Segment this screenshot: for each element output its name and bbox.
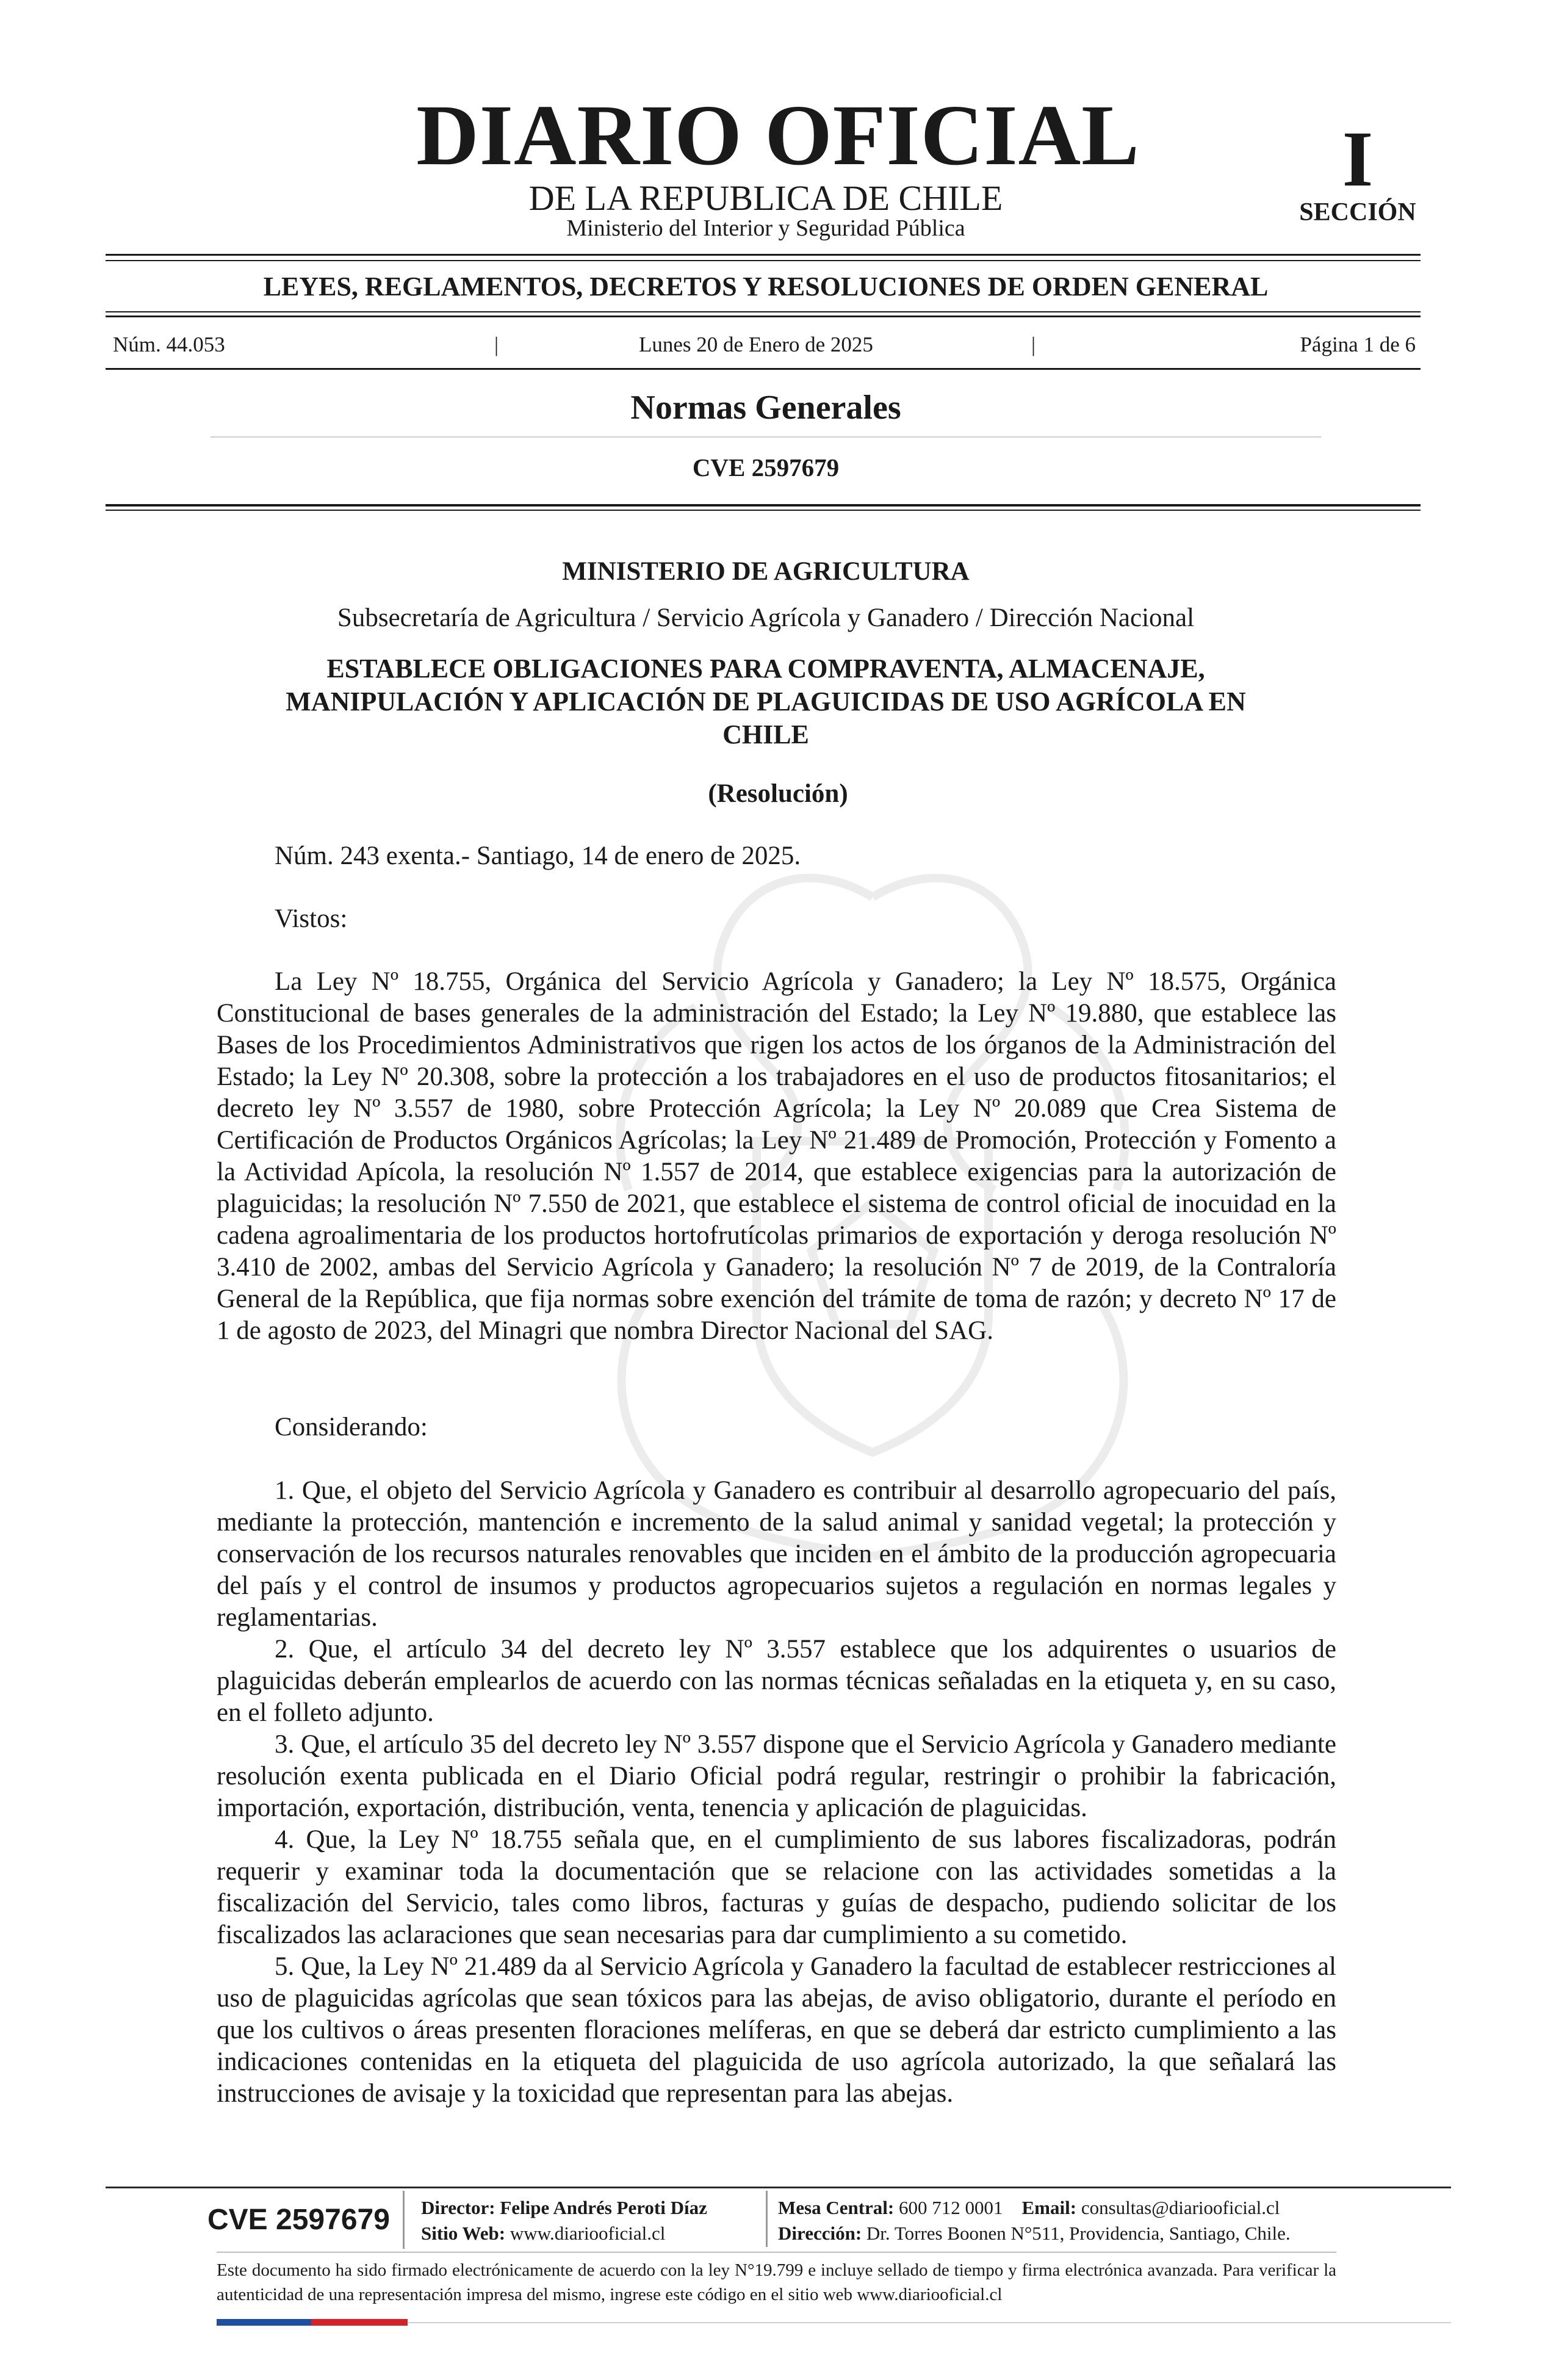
vistos-paragraph: La Ley Nº 18.755, Orgánica del Servicio Agrícola y Ganadero; la Ley Nº 18.575, Orgánica Constitucional de bases generales de la administración del Estado; la Ley Nº 19.880, que establece las Bases de los Procedimientos Administrativos que rigen los actos de los órganos de la Administración del Estado; la Ley Nº 20.308, sobre la protección a los trabajadores en el uso de productos fitosanitarios; el decreto ley Nº 3.557 de 1980, sobre Protección Agrícola; la Ley Nº 20.089 que Crea Sistema de Certificación de Productos Orgánicos Agrícolas; la Ley Nº 21.489 de Promoción, Protección y Fomento a la Actividad Apícola, la resolución Nº 1.557 de 2014, que establece exigencias para la autorización de plaguicidas; la resolución Nº 7.550 de 2021, que establece el sistema de control oficial de inocuidad en la cadena agroalimentaria de los productos hortofrutícolas primarios de exportación y deroga resolución Nº 3.410 de 2002, ambas del Servicio Agrícola y Ganadero; la resolución Nº 7 de 2019, de la Contraloría General de la República, que fija normas sobre exención del trámite de toma de razón; y decreto Nº 17 de 1 de agosto de 2023, del Minagri que nombra Director Nacional del SAG.	[217, 967, 1336, 1345]
considerando-heading: Considerando:	[275, 1413, 428, 1441]
page-indicator: Página 1 de 6	[1300, 333, 1416, 356]
footer-director-block	[421, 2195, 707, 2246]
cve-code: CVE 2597679	[692, 453, 840, 481]
signature-note: Este documento ha sido firmado electrónicamente de acuerdo con la ley N°19.799 e incluye sellado de tiempo y firma electrónica avanzada. Para verificar la autenticidad de una representación impresa del mismo, ingrese este código en el sitio web www.diariooficial.cl	[217, 2260, 1336, 2304]
footer-contact-block	[778, 2195, 1291, 2246]
issue-number: Núm. 44.053	[113, 333, 225, 356]
section-number: I	[1342, 115, 1374, 203]
website-label: Sitio Web:	[421, 2223, 506, 2244]
band-title: LEYES, REGLAMENTOS, DECRETOS Y RESOLUCIONES DE ORDEN GENERAL	[263, 272, 1269, 301]
section-title: Normas Generales	[630, 389, 901, 427]
resolution-number-line: Núm. 243 exenta.- Santiago, 14 de enero de 2025.	[275, 842, 801, 870]
email-label: Email:	[1021, 2197, 1077, 2218]
considerando-item: 2. Que, el artículo 34 del decreto ley Nº 3.557 establece que los adquirentes o usuarios de plaguicidas deberán emplearlos de acuerdo con las normas técnicas señaladas en la etiqueta y, en su caso, en el folleto adjunto.	[217, 1635, 1336, 1727]
publisher-ministry: Ministerio del Interior y Seguridad Pública	[566, 215, 965, 241]
email-link[interactable]: consultas@diariooficial.cl	[1081, 2197, 1280, 2218]
band-rule-bottom	[106, 316, 1421, 317]
band-rule-top	[106, 311, 1421, 312]
flag-stripe-line	[408, 2322, 1451, 2323]
masthead-rule-thin	[106, 260, 1421, 261]
header-rule-thick	[106, 504, 1421, 507]
issue-separator: |	[1031, 333, 1036, 356]
header-rule-thin	[106, 510, 1421, 511]
phone-number: 600 712 0001	[899, 2197, 1003, 2218]
website-link[interactable]: www.diariooficial.cl	[510, 2223, 666, 2244]
issue-date: Lunes 20 de Enero de 2025	[639, 333, 873, 356]
address-text: Dr. Torres Boonen N°511, Providencia, Santiago, Chile.	[866, 2223, 1291, 2244]
document-type: (Resolución)	[708, 779, 848, 808]
footer-cve-code: CVE 2597679	[207, 2204, 390, 2236]
footer-rule	[106, 2187, 1451, 2188]
flag-stripe-red	[311, 2319, 408, 2326]
issue-separator: |	[494, 333, 499, 356]
considerando-item: 5. Que, la Ley Nº 21.489 da al Servicio Agrícola y Ganadero la facultad de establecer restricciones al uso de plaguicidas agrícolas que sean tóxicos para las abejas, de aviso obligatorio, durante el período en que los cultivos o áreas presenten floraciones melíferas, en que se deberá dar estricto cumplimiento a las indicaciones contenidas en la etiqueta del plaguicida de uso agrícola autorizado, la que señalará las instrucciones de avisaje y la toxicidad que representan para las abejas.	[217, 1952, 1336, 2108]
flag-stripe-blue	[217, 2319, 311, 2326]
issuing-ministry: MINISTERIO DE AGRICULTURA	[562, 557, 970, 586]
considerando-item: 4. Que, la Ley Nº 18.755 señala que, en el cumplimiento de sus labores fiscalizadoras, podrán requerir y examinar toda la documentación que se relacione con las actividades sometidas a la fiscalización del Servicio, tales como libros, facturas y guías de despacho, pudiendo solicitar de los fiscalizados las aclaraciones que sean necesarias para dar cumplimiento a su cometido.	[217, 1825, 1336, 1949]
considerando-item: 3. Que, el artículo 35 del decreto ley Nº 3.557 dispone que el Servicio Agrícola y Ganadero mediante resolución exenta publicada en el Diario Oficial podrá regular, restringir o prohibir la fabricación, importación, exportación, distribución, venta, tenencia y aplicación de plaguicidas.	[217, 1730, 1336, 1822]
vistos-heading: Vistos:	[275, 904, 348, 933]
newspaper-title: DIARIO OFICIAL	[416, 87, 1140, 183]
resolution-title: ESTABLECE OBLIGACIONES PARA COMPRAVENTA, ALMACENAJE, MANIPULACIÓN Y APLICACIÓN DE PLAGUICIDAS DE USO AGRÍCOLA EN CHILE	[286, 654, 1246, 749]
phone-label: Mesa Central:	[778, 2197, 895, 2218]
issuing-agency: Subsecretaría de Agricultura / Servicio Agrícola y Ganadero / Dirección Nacional	[337, 604, 1195, 632]
address-label: Dirección:	[778, 2223, 862, 2244]
footer-divider	[766, 2191, 768, 2247]
newspaper-subtitle: DE LA REPUBLICA DE CHILE	[528, 178, 1003, 218]
director-name: Felipe Andrés Peroti Díaz	[500, 2197, 707, 2218]
considerando-item: 1. Que, el objeto del Servicio Agrícola y Ganadero es contribuir al desarrollo agropecuario del país, mediante la protección, mantención e incremento de la salud animal y sanidad vegetal; la protección y conservación de los recursos naturales renovables que inciden en el ámbito de la producción agropecuaria del país y el control de insumos y productos agropecuarios sujetos a regulación en normas legales y reglamentarias.	[217, 1476, 1336, 1632]
issue-rule	[106, 368, 1421, 370]
footer-cve-box	[207, 2191, 405, 2249]
section-title-rule	[211, 436, 1321, 438]
masthead-rule-top	[106, 254, 1421, 256]
section-label: SECCIÓN	[1299, 198, 1416, 226]
director-label: Director:	[421, 2197, 495, 2218]
